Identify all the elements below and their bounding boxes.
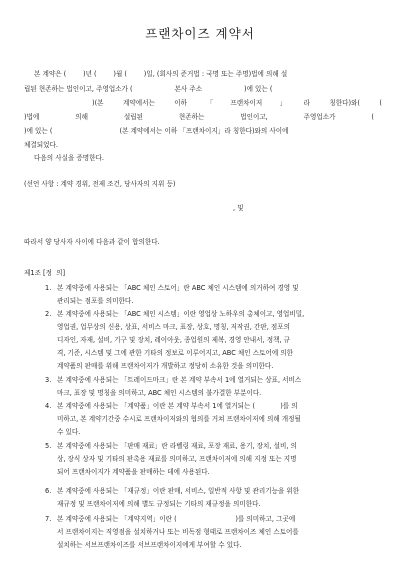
intro-line-1: 본 계약은 ( )년 ( )월 ( )일, (회사의 준거법 : 국명 또는 주명)법에 의해 설 [34, 70, 288, 78]
item-2-line-1: 본 계약중에 사용되는 「ABC 체인 시스템」이란 영업상 노하우의 총체이고, 영업비밀, [57, 310, 305, 318]
item-6-line-1: 본 계약중에 사용되는 「재규정」이란 판매, 서비스, 일반적 사항 및 관리기능을 위한 [57, 487, 300, 495]
item-3-number: 3. [45, 376, 52, 384]
intro-line-4: )법에 의해 설립된 현존하는 법인이고, 주영업소가 ( [24, 113, 374, 121]
item-2-line-4: 격, 기준, 시스템 및 그에 관한 기타의 정보로 이루어지고, ABC 체인 스토어에 의한 [57, 349, 294, 357]
item-2-number: 2. [45, 310, 52, 318]
item-7-line-1: 본 계약중에 사용되는 「계약지역」이란 ( )를 의미하고, 그곳에 [57, 515, 296, 523]
article-1-heading: 제1조 [정 의] [24, 269, 66, 277]
item-5-line-3: 되어 프랜차이지가 계약품을 판매하는 데에 사용된다. [57, 468, 210, 476]
item-5-line-1: 본 계약중에 사용되는 「판매 재료」란 라벨링 재료, 포장 재료, 용기, 장치, 설비, 의 [57, 442, 297, 450]
item-6-number: 6. [45, 487, 52, 495]
item-4-line-3: 수 있다. [57, 428, 81, 436]
item-7-number: 7. [45, 515, 52, 523]
agreement-statement: 따라서 양 당사자 사이에 다음과 같이 합의한다. [24, 238, 160, 246]
item-3-line-2: 마크, 표장 및 명칭을 의미하고, ABC 체인 시스템의 불가결한 부분이다. [57, 389, 262, 397]
intro-line-2: 립된 현존하는 법인이고, 주영업소가 ( 본사 주소 )에 있는 ( [24, 85, 273, 93]
preamble-note: (선언 사항 : 계약 경위, 전제 조건, 당사자의 지위 등) [24, 180, 176, 188]
document-title: 프랜차이즈 계약서 [145, 26, 255, 41]
item-4-line-2: 미하고, 본 계약기간중 수시로 프랜차이저와의 협의를 거쳐 프랜차이저에 의해 개정될 [57, 415, 301, 423]
intro-line-3: )(본 계약에서는 이하 「프랜차이저」라 칭한다)와( ( [92, 99, 382, 107]
item-2-line-3: 디자인, 자재, 설비, 기구 및 장치, 레이아웃, 종업원의 제복, 경영 안내서, 정책, 규 [57, 336, 291, 344]
item-1-number: 1. [45, 284, 52, 292]
item-7-line-2: 서 프랜차이지는 직영점을 설치하거나 또는 비독점 형태로 프랜차이즈 체인 스토어를 [57, 528, 299, 536]
item-1-line-1: 본 계약중에 사용되는 「ABC 체인 스토어」란 ABC 체인 시스템에 의거하여 경영 및 [57, 284, 299, 292]
item-1-line-2: 관리되는 점포를 의미한다. [57, 297, 134, 305]
item-5-line-2: 상, 장식 상자 및 기타의 판촉용 재료를 의미하고, 프랜차이저에 의해 지정 또는 지명 [57, 455, 297, 463]
item-7-line-3: 설치하는 서브프랜차이즈를 서브프랜차이지에게 부여할 수 있다. [57, 541, 242, 549]
and-mark: , 및 [233, 204, 244, 212]
item-6-line-2: 재규정 및 프랜차이저에 의해 별도 규정되는 기타의 재규정을 의미한다. [57, 500, 261, 508]
item-2-line-2: 영업권, 업무상의 신용, 상표, 서비스 마크, 표장, 상호, 명칭, 저작권, 간판, 점포의 [57, 323, 291, 331]
item-4-line-1: 본 계약중에 사용되는 「계약품」이란 본 계약 부속서 1에 열거되는 ( )를 의 [57, 402, 298, 410]
item-3-line-1: 본 계약중에 사용되는 「트레이드마크」란 본 계약 부속서 1에 열거되는 상표, 서비스 [57, 376, 302, 384]
intro-line-6: 체결되었다. [24, 141, 58, 149]
item-4-number: 4. [45, 402, 52, 410]
intro-line-5: )에 있는 ( (본 계약에서는 이하 「프랜차이지」라 칭한다)와의 사이에 [24, 127, 289, 135]
item-5-number: 5. [45, 442, 52, 450]
item-2-line-5: 계약품의 판매를 위해 프랜차이저가 개발하고 정당히 소유한 것을 의미한다. [57, 362, 274, 370]
intro-line-7: 다음의 사실을 증명한다. [34, 154, 104, 162]
